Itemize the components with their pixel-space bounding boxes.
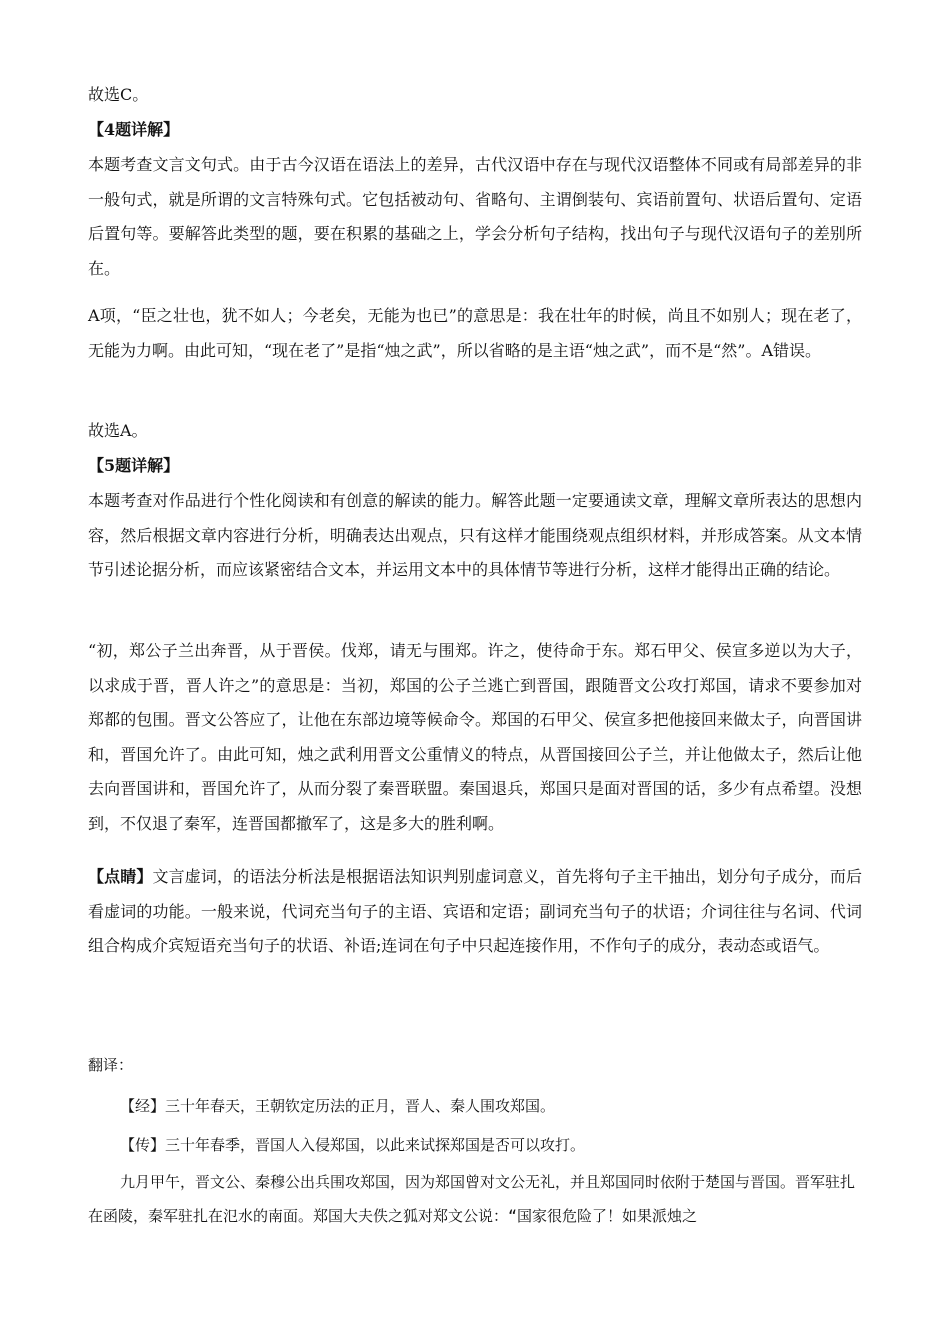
translation-zhuan: 【传】三十年春季，晋国人入侵郑国，以此来试探郑国是否可以攻打。 [120, 1136, 586, 1154]
q5-heading: 【5题详解】 [88, 456, 180, 475]
q4-explanation: 本题考查文言文句式。由于古今汉语在语法上的差异，古代汉语中存在与现代汉语整体不同或有局部差异的非一般句式，就是所谓的文言特殊句式。它包括被动句、省略句、主谓倒装句、宾语前置句、状语后置句、定语后置句等。要解答此类型的题，要在积累的基础之上，学会分析句子结构，找出句子与现代汉语句子的差别所在。 [88, 155, 862, 278]
conclusion-c: 故选C。 [88, 85, 149, 104]
q4-option-analysis: A项，“臣之壮也，犹不如人；今老矣，无能为也已”的意思是：我在壮年的时候，尚且不如别人；现在老了，无能为力啊。由此可知，“现在老了”是指“烛之武”，所以省略的是主语“烛之武”，而不是“然”。A错误。 [88, 306, 862, 360]
dianjing-paragraph [88, 860, 862, 964]
q4-heading: 【4题详解】 [88, 120, 180, 139]
translation-label: 翻译： [88, 1056, 134, 1074]
translation-jing: 【经】三十年春天，王朝钦定历法的正月，晋人、秦人围攻郑国。 [120, 1097, 556, 1115]
dianjing-body: 文言虚词，的语法分析法是根据语法知识判别虚词意义，首先将句子主干抽出，划分句子成分，而后看虚词的功能。一般来说，代词充当句子的主语、宾语和定语；副词充当句子的状语；介词往往与名词、代词组合构成介宾短语充当句子的状语、补语;连词在句子中只起连接作用，不作句子的成分，表动态或语气。 [88, 867, 862, 955]
dianjing-label: 【点睛】 [88, 867, 153, 886]
q5-explanation: 本题考查对作品进行个性化阅读和有创意的解读的能力。解答此题一定要通读文章，理解文章所表达的思想内容，然后根据文章内容进行分析，明确表达出观点，只有这样才能围绕观点组织材料，并形成答案。从文本情节引述论据分析，而应该紧密结合文本，并运用文本中的具体情节等进行分析，这样才能得出正确的结论。 [88, 491, 862, 579]
conclusion-a: 故选A。 [88, 421, 148, 440]
q5-quote-analysis: “初，郑公子兰出奔晋，从于晋侯。伐郑，请无与围郑。许之，使待命于东。郑石甲父、侯宣多逆以为大子，以求成于晋，晋人许之”的意思是：当初，郑国的公子兰逃亡到晋国，跟随晋文公攻打郑国，请求不要参加对郑都的包围。晋文公答应了，让他在东部边境等候命令。郑国的石甲父、侯宣多把他接回来做太子，向晋国讲和，晋国允许了。由此可知，烛之武利用晋文公重情义的特点，从晋国接回公子兰，并让他做太子，然后让他去向晋国讲和，晋国允许了，从而分裂了秦晋联盟。秦国退兵，郑国只是面对晋国的话，多少有点希望。没想到，不仅退了秦军，连晋国都撤军了，这是多大的胜利啊。 [88, 641, 862, 833]
translation-paragraph-1: 九月甲午，晋文公、秦穆公出兵围攻郑国，因为郑国曾对文公无礼，并且郑国同时依附于楚国与晋国。晋军驻扎在函陵，秦军驻扎在氾水的南面。郑国大夫佚之狐对郑文公说：“国家很危险了！如果派烛之 [88, 1173, 856, 1225]
